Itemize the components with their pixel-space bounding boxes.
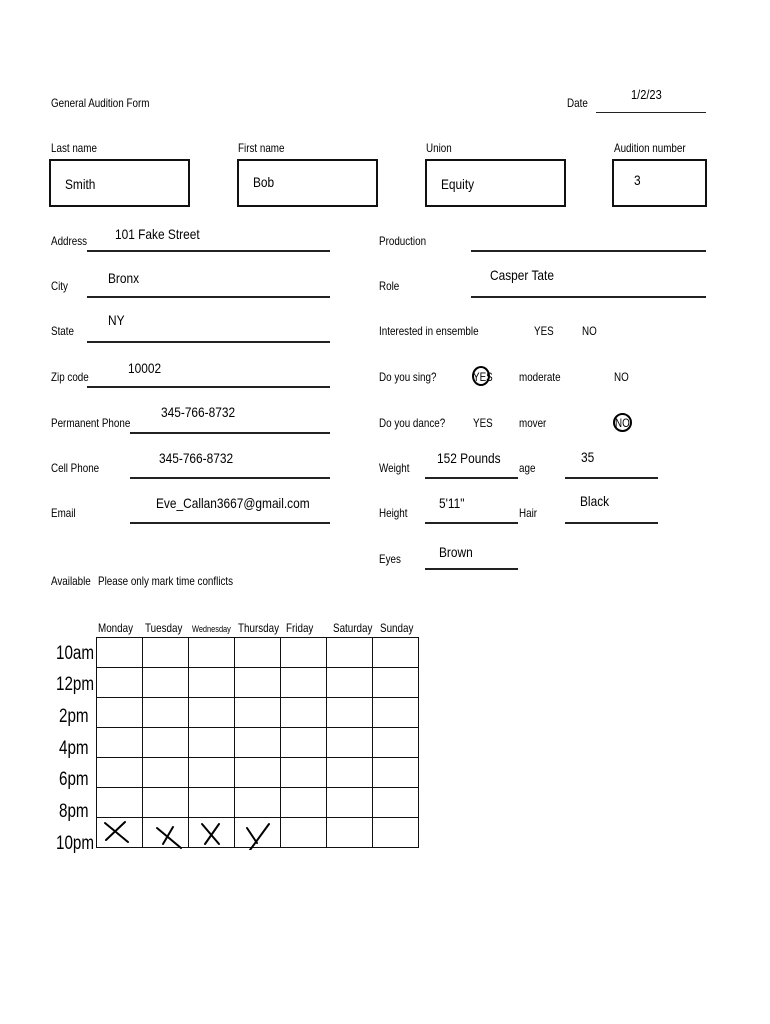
grid-cell-monday-8pm[interactable] (97, 788, 143, 818)
grid-cell-sunday-12pm[interactable] (373, 668, 419, 698)
dance-label: Do you dance? (379, 416, 446, 430)
dance-yes-option[interactable]: YES (473, 416, 493, 430)
time-label-8pm: 8pm (59, 801, 89, 822)
age-label: age (519, 461, 536, 475)
weight-label: Weight (379, 461, 410, 475)
address-value[interactable]: 101 Fake Street (115, 226, 200, 242)
sing-label: Do you sing? (379, 370, 437, 384)
city-label: City (51, 279, 68, 293)
eyes-underline (425, 568, 518, 570)
grid-cell-friday-6pm[interactable] (281, 758, 327, 788)
availability-grid (96, 637, 419, 848)
grid-cell-monday-10pm[interactable] (97, 818, 143, 848)
grid-cell-saturday-12pm[interactable] (327, 668, 373, 698)
day-header-thursday: Thursday (238, 621, 280, 635)
grid-cell-sunday-6pm[interactable] (373, 758, 419, 788)
grid-cell-tuesday-8pm[interactable] (143, 788, 189, 818)
grid-cell-saturday-6pm[interactable] (327, 758, 373, 788)
grid-cell-friday-2pm[interactable] (281, 698, 327, 728)
grid-cell-sunday-2pm[interactable] (373, 698, 419, 728)
grid-cell-tuesday-12pm[interactable] (143, 668, 189, 698)
permanent-phone-value[interactable]: 345-766-8732 (161, 404, 236, 420)
dance-no-selection-circle (613, 413, 632, 432)
sing-moderate-option[interactable]: moderate (519, 370, 561, 384)
permanent-phone-label: Permanent Phone (51, 416, 131, 430)
union-field[interactable] (425, 159, 566, 207)
grid-cell-tuesday-4pm[interactable] (143, 728, 189, 758)
grid-cell-friday-4pm[interactable] (281, 728, 327, 758)
permanent-phone-underline (130, 432, 330, 434)
day-header-sunday: Sunday (380, 621, 414, 635)
age-underline (565, 477, 658, 479)
email-underline (130, 522, 330, 524)
grid-cell-tuesday-10pm[interactable] (143, 818, 189, 848)
grid-cell-thursday-8pm[interactable] (235, 788, 281, 818)
available-label: Available (51, 574, 91, 588)
time-label-10am: 10am (56, 643, 95, 664)
audition-number-field[interactable] (612, 159, 707, 207)
city-underline (87, 296, 330, 298)
zip-label: Zip code (51, 370, 89, 384)
grid-cell-wednesday-12pm[interactable] (189, 668, 235, 698)
grid-cell-thursday-6pm[interactable] (235, 758, 281, 788)
dance-no-option[interactable]: NO (615, 416, 630, 430)
time-label-12pm: 12pm (56, 674, 95, 695)
grid-cell-tuesday-2pm[interactable] (143, 698, 189, 728)
address-label: Address (51, 234, 88, 248)
email-label: Email (51, 506, 76, 520)
eyes-label: Eyes (379, 552, 401, 566)
conflict-x-mark (189, 818, 234, 850)
union-label: Union (426, 141, 452, 155)
conflict-x-mark (235, 818, 280, 850)
email-value[interactable]: Eve_Callan3667@gmail.com (156, 495, 310, 511)
grid-row-10am (97, 638, 419, 668)
last-name-value: Smith (65, 176, 96, 192)
hair-underline (565, 522, 658, 524)
grid-cell-friday-10pm[interactable] (281, 818, 327, 848)
grid-row-2pm (97, 698, 419, 728)
grid-cell-tuesday-6pm[interactable] (143, 758, 189, 788)
day-header-friday: Friday (286, 621, 314, 635)
hair-value[interactable]: Black (580, 493, 610, 509)
ensemble-no-option[interactable]: NO (582, 324, 597, 338)
grid-cell-thursday-12pm[interactable] (235, 668, 281, 698)
cell-phone-underline (130, 477, 330, 479)
first-name-label: First name (238, 141, 285, 155)
state-value[interactable]: NY (108, 312, 125, 328)
production-underline (471, 250, 706, 252)
grid-row-6pm (97, 758, 419, 788)
role-label: Role (379, 279, 400, 293)
day-header-saturday: Saturday (333, 621, 373, 635)
production-label: Production (379, 234, 427, 248)
grid-cell-wednesday-10am[interactable] (189, 638, 235, 668)
grid-row-8pm (97, 788, 419, 818)
grid-cell-saturday-8pm[interactable] (327, 788, 373, 818)
sing-no-option[interactable]: NO (614, 370, 629, 384)
grid-cell-thursday-2pm[interactable] (235, 698, 281, 728)
role-value[interactable]: Casper Tate (490, 267, 554, 283)
weight-value[interactable]: 152 Pounds (437, 450, 501, 466)
grid-cell-sunday-8pm[interactable] (373, 788, 419, 818)
grid-cell-wednesday-10pm[interactable] (189, 818, 235, 848)
conflict-x-mark (143, 818, 188, 850)
age-value[interactable]: 35 (581, 449, 595, 465)
grid-cell-wednesday-2pm[interactable] (189, 698, 235, 728)
day-header-wednesday: Wednesday (192, 624, 231, 634)
grid-cell-wednesday-8pm[interactable] (189, 788, 235, 818)
dance-mover-option[interactable]: mover (519, 416, 547, 430)
address-underline (87, 250, 330, 252)
first-name-field[interactable] (237, 159, 378, 207)
ensemble-label: Interested in ensemble (379, 324, 479, 338)
grid-row-10pm (97, 818, 419, 848)
zip-underline (87, 386, 330, 388)
date-label: Date (567, 96, 588, 110)
time-label-10pm: 10pm (56, 833, 95, 854)
grid-cell-monday-4pm[interactable] (97, 728, 143, 758)
grid-cell-wednesday-4pm[interactable] (189, 728, 235, 758)
sing-yes-selection-circle (472, 366, 490, 386)
cell-phone-value[interactable]: 345-766-8732 (159, 450, 234, 466)
role-underline (471, 296, 706, 298)
height-label: Height (379, 506, 408, 520)
grid-cell-sunday-10am[interactable] (373, 638, 419, 668)
state-label: State (51, 324, 74, 338)
day-header-monday: Monday (98, 621, 134, 635)
conflict-x-mark (97, 818, 142, 850)
last-name-field[interactable] (49, 159, 190, 207)
time-label-6pm: 6pm (59, 769, 89, 790)
grid-cell-thursday-4pm[interactable] (235, 728, 281, 758)
grid-cell-wednesday-6pm[interactable] (189, 758, 235, 788)
day-header-tuesday: Tuesday (145, 621, 183, 635)
time-label-4pm: 4pm (59, 738, 89, 759)
grid-cell-sunday-4pm[interactable] (373, 728, 419, 758)
grid-cell-friday-8pm[interactable] (281, 788, 327, 818)
grid-cell-monday-2pm[interactable] (97, 698, 143, 728)
date-underline (596, 112, 706, 113)
cell-phone-label: Cell Phone (51, 461, 100, 475)
grid-cell-saturday-10pm[interactable] (327, 818, 373, 848)
last-name-label: Last name (51, 141, 97, 155)
grid-cell-friday-12pm[interactable] (281, 668, 327, 698)
grid-row-12pm (97, 668, 419, 698)
zip-value[interactable]: 10002 (128, 360, 162, 376)
ensemble-yes-option[interactable]: YES (534, 324, 554, 338)
hair-label: Hair (519, 506, 538, 520)
grid-cell-friday-10am[interactable] (281, 638, 327, 668)
grid-row-4pm (97, 728, 419, 758)
audition-number-label: Audition number (614, 141, 686, 155)
weight-underline (425, 477, 518, 479)
grid-cell-sunday-10pm[interactable] (373, 818, 419, 848)
grid-cell-monday-12pm[interactable] (97, 668, 143, 698)
grid-cell-monday-10am[interactable] (97, 638, 143, 668)
audition-number-value: 3 (634, 172, 641, 188)
grid-cell-saturday-10am[interactable] (327, 638, 373, 668)
height-underline (425, 522, 518, 524)
grid-cell-saturday-2pm[interactable] (327, 698, 373, 728)
city-value[interactable]: Bronx (108, 270, 140, 286)
grid-cell-thursday-10pm[interactable] (235, 818, 281, 848)
grid-cell-tuesday-10am[interactable] (143, 638, 189, 668)
first-name-value: Bob (253, 174, 275, 190)
eyes-value[interactable]: Brown (439, 544, 473, 560)
availability-note: Please only mark time conflicts (98, 574, 234, 588)
sing-yes-option[interactable]: YES (473, 370, 493, 384)
grid-cell-thursday-10am[interactable] (235, 638, 281, 668)
height-value[interactable]: 5'11" (439, 495, 465, 511)
grid-cell-monday-6pm[interactable] (97, 758, 143, 788)
time-label-2pm: 2pm (59, 706, 89, 727)
state-underline (87, 341, 330, 343)
form-title: General Audition Form (51, 96, 150, 110)
date-value[interactable]: 1/2/23 (631, 87, 662, 102)
grid-cell-saturday-4pm[interactable] (327, 728, 373, 758)
union-value: Equity (441, 176, 475, 192)
